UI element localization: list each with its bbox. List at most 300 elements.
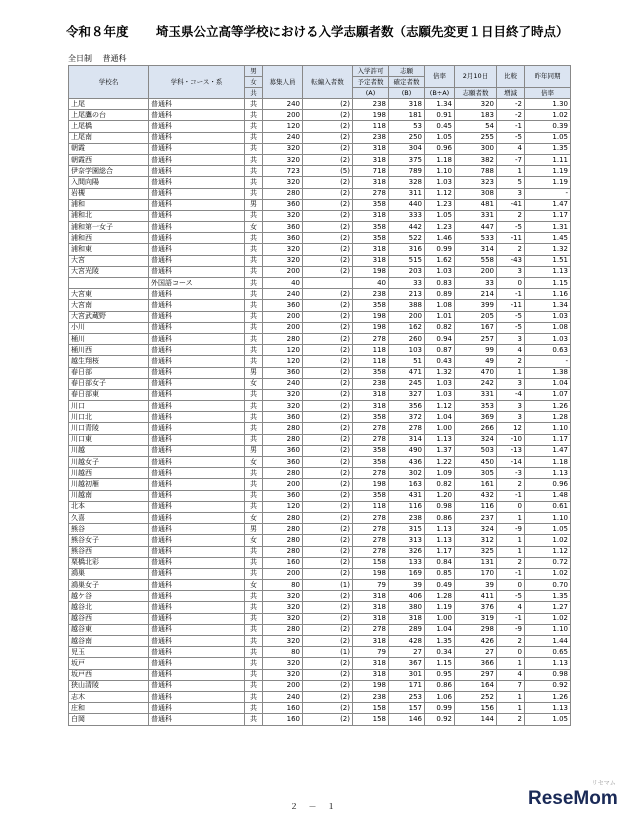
header-lastyear-2: 倍率 xyxy=(525,88,571,99)
cell-ratio: 1.23 xyxy=(425,199,455,210)
cell-feb: 325 xyxy=(455,546,497,557)
cell-tr: (2) xyxy=(303,535,353,546)
cell-a: 278 xyxy=(353,546,389,557)
cell-cap: 360 xyxy=(263,300,303,311)
cell-diff: 0 xyxy=(497,278,525,289)
cell-b: 169 xyxy=(389,568,425,579)
table-row xyxy=(69,546,571,557)
cell-school: 大宮武蔵野 xyxy=(69,311,149,322)
cell-g: 共 xyxy=(245,703,263,714)
cell-dept: 普通科 xyxy=(149,636,245,647)
cell-ratio: 1.34 xyxy=(425,99,455,110)
cell-diff: 0 xyxy=(497,647,525,658)
cell-tr: (2) xyxy=(303,512,353,523)
cell-last: 1.10 xyxy=(525,423,571,434)
cell-feb: 33 xyxy=(455,278,497,289)
cell-g: 共 xyxy=(245,401,263,412)
cell-ratio: 0.95 xyxy=(425,669,455,680)
cell-a: 318 xyxy=(353,154,389,165)
header-school: 学校名 xyxy=(69,66,149,99)
table-row xyxy=(69,457,571,468)
cell-tr: (2) xyxy=(303,691,353,702)
cell-school: 浦和北 xyxy=(69,210,149,221)
cell-cap: 80 xyxy=(263,580,303,591)
cell-dept: 普通科 xyxy=(149,266,245,277)
cell-school: 浦和 xyxy=(69,199,149,210)
cell-ratio: 1.03 xyxy=(425,177,455,188)
cell-diff: -4 xyxy=(497,389,525,400)
table-row xyxy=(69,266,571,277)
cell-feb: 257 xyxy=(455,333,497,344)
cell-a: 278 xyxy=(353,423,389,434)
cell-school: 熊谷西 xyxy=(69,546,149,557)
cell-last: 1.19 xyxy=(525,177,571,188)
cell-diff: -11 xyxy=(497,300,525,311)
cell-g: 共 xyxy=(245,244,263,255)
cell-dept: 普通科 xyxy=(149,658,245,669)
header-planned-1: 入学許可 xyxy=(353,66,389,77)
table-row xyxy=(69,703,571,714)
cell-diff: -2 xyxy=(497,99,525,110)
cell-dept: 普通科 xyxy=(149,199,245,210)
cell-cap: 160 xyxy=(263,703,303,714)
cell-dept: 普通科 xyxy=(149,479,245,490)
cell-feb: 131 xyxy=(455,557,497,568)
cell-ratio: 0.82 xyxy=(425,479,455,490)
cell-last: 1.34 xyxy=(525,300,571,311)
cell-a: 318 xyxy=(353,636,389,647)
cell-tr: (2) xyxy=(303,143,353,154)
cell-cap: 320 xyxy=(263,669,303,680)
table-row xyxy=(69,602,571,613)
cell-feb: 432 xyxy=(455,490,497,501)
cell-cap: 120 xyxy=(263,501,303,512)
cell-a: 318 xyxy=(353,389,389,400)
cell-g: 共 xyxy=(245,434,263,445)
cell-g: 共 xyxy=(245,602,263,613)
cell-cap: 280 xyxy=(263,624,303,635)
cell-diff: 2 xyxy=(497,244,525,255)
cell-a: 198 xyxy=(353,479,389,490)
cell-feb: 533 xyxy=(455,233,497,244)
cell-ratio: 0.98 xyxy=(425,501,455,512)
table-row xyxy=(69,233,571,244)
cell-tr: (2) xyxy=(303,401,353,412)
cell-cap: 360 xyxy=(263,222,303,233)
cell-b: 490 xyxy=(389,445,425,456)
table-row xyxy=(69,154,571,165)
cell-dept: 普通科 xyxy=(149,166,245,177)
cell-dept: 普通科 xyxy=(149,255,245,266)
cell-diff: -11 xyxy=(497,233,525,244)
cell-feb: 312 xyxy=(455,535,497,546)
cell-dept: 普通科 xyxy=(149,613,245,624)
logo-text: ReseMom xyxy=(528,788,618,809)
cell-g: 共 xyxy=(245,311,263,322)
cell-cap: 280 xyxy=(263,423,303,434)
cell-b: 328 xyxy=(389,177,425,188)
cell-b: 406 xyxy=(389,591,425,602)
cell-b: 289 xyxy=(389,624,425,635)
cell-dept: 普通科 xyxy=(149,154,245,165)
cell-last: 1.17 xyxy=(525,210,571,221)
cell-dept: 普通科 xyxy=(149,546,245,557)
cell-ratio: 1.13 xyxy=(425,535,455,546)
resemom-logo xyxy=(528,781,618,810)
cell-cap: 240 xyxy=(263,378,303,389)
cell-a: 318 xyxy=(353,177,389,188)
cell-cap: 200 xyxy=(263,311,303,322)
cell-dept: 普通科 xyxy=(149,121,245,132)
cell-g: 共 xyxy=(245,132,263,143)
header-diff-2: 増減 xyxy=(497,88,525,99)
table-row xyxy=(69,311,571,322)
cell-b: 380 xyxy=(389,602,425,613)
cell-b: 133 xyxy=(389,557,425,568)
table-row xyxy=(69,479,571,490)
header-capacity: 募集人員 xyxy=(263,66,303,99)
cell-b: 428 xyxy=(389,636,425,647)
cell-a: 278 xyxy=(353,524,389,535)
cell-feb: 170 xyxy=(455,568,497,579)
cell-tr: (2) xyxy=(303,423,353,434)
table-row xyxy=(69,624,571,635)
cell-last: 1.47 xyxy=(525,199,571,210)
cell-a: 158 xyxy=(353,703,389,714)
cell-ratio: 0.96 xyxy=(425,143,455,154)
cell-diff: 1 xyxy=(497,658,525,669)
cell-a: 318 xyxy=(353,210,389,221)
table-row xyxy=(69,199,571,210)
cell-tr: (2) xyxy=(303,333,353,344)
cell-ratio: 1.17 xyxy=(425,546,455,557)
cell-ratio: 1.46 xyxy=(425,233,455,244)
cell-feb: 450 xyxy=(455,457,497,468)
header-feb10-1: 2月10日 xyxy=(455,66,497,88)
cell-b: 238 xyxy=(389,512,425,523)
cell-diff: -13 xyxy=(497,445,525,456)
cell-dept: 普通科 xyxy=(149,322,245,333)
header-lastyear-1: 昨年同期 xyxy=(525,66,571,88)
cell-diff: -43 xyxy=(497,255,525,266)
cell-b: 39 xyxy=(389,580,425,591)
cell-tr: (2) xyxy=(303,680,353,691)
cell-diff: 4 xyxy=(497,345,525,356)
cell-last: 1.19 xyxy=(525,166,571,177)
cell-diff: 3 xyxy=(497,188,525,199)
cell-ratio: 1.20 xyxy=(425,490,455,501)
cell-tr: (5) xyxy=(303,166,353,177)
cell-a: 158 xyxy=(353,714,389,725)
header-planned-2: 予定者数 xyxy=(353,77,389,88)
cell-last: 1.44 xyxy=(525,636,571,647)
cell-g: 共 xyxy=(245,546,263,557)
table-row xyxy=(69,356,571,367)
table-row xyxy=(69,143,571,154)
cell-diff: 2 xyxy=(497,479,525,490)
cell-feb: 266 xyxy=(455,423,497,434)
cell-a: 198 xyxy=(353,110,389,121)
cell-diff: 2 xyxy=(497,636,525,647)
cell-school: 川越女子 xyxy=(69,457,149,468)
cell-a: 358 xyxy=(353,412,389,423)
cell-a: 238 xyxy=(353,132,389,143)
cell-ratio: 0.86 xyxy=(425,680,455,691)
table-row xyxy=(69,445,571,456)
cell-tr: (2) xyxy=(303,244,353,255)
cell-school: 川越 xyxy=(69,445,149,456)
cell-a: 358 xyxy=(353,457,389,468)
cell-ratio: 1.32 xyxy=(425,367,455,378)
cell-last: - xyxy=(525,188,571,199)
cell-ratio: 0.34 xyxy=(425,647,455,658)
cell-a: 40 xyxy=(353,278,389,289)
cell-b: 181 xyxy=(389,110,425,121)
cell-ratio: 1.28 xyxy=(425,591,455,602)
cell-dept: 普通科 xyxy=(149,557,245,568)
header-applicants-3: (B) xyxy=(389,88,425,99)
cell-b: 522 xyxy=(389,233,425,244)
table-row xyxy=(69,691,571,702)
cell-diff: 3 xyxy=(497,401,525,412)
cell-ratio: 1.03 xyxy=(425,378,455,389)
cell-b: 327 xyxy=(389,389,425,400)
cell-dept: 普通科 xyxy=(149,132,245,143)
cell-a: 278 xyxy=(353,468,389,479)
cell-school: 鴻巣女子 xyxy=(69,580,149,591)
cell-ratio: 1.10 xyxy=(425,166,455,177)
cell-diff: 3 xyxy=(497,266,525,277)
cell-cap: 360 xyxy=(263,233,303,244)
header-dept: 学科・コース・系 xyxy=(149,66,245,99)
cell-diff: 1 xyxy=(497,512,525,523)
cell-diff: -5 xyxy=(497,222,525,233)
table-body xyxy=(69,99,571,726)
cell-tr: (2) xyxy=(303,602,353,613)
cell-school: 狭山清陵 xyxy=(69,680,149,691)
cell-g: 共 xyxy=(245,468,263,479)
cell-school xyxy=(69,278,149,289)
cell-b: 103 xyxy=(389,345,425,356)
cell-ratio: 0.82 xyxy=(425,322,455,333)
logo-tag: リセマム xyxy=(591,781,616,787)
cell-last: 1.31 xyxy=(525,222,571,233)
cell-school: 小川 xyxy=(69,322,149,333)
cell-diff: 1 xyxy=(497,546,525,557)
cell-b: 163 xyxy=(389,479,425,490)
cell-dept: 普通科 xyxy=(149,680,245,691)
cell-feb: 411 xyxy=(455,591,497,602)
cell-cap: 280 xyxy=(263,535,303,546)
cell-diff: -1 xyxy=(497,613,525,624)
cell-cap: 320 xyxy=(263,154,303,165)
cell-feb: 503 xyxy=(455,445,497,456)
cell-cap: 280 xyxy=(263,434,303,445)
cell-b: 200 xyxy=(389,311,425,322)
cell-feb: 308 xyxy=(455,188,497,199)
table-header xyxy=(69,66,571,99)
cell-last: 1.13 xyxy=(525,468,571,479)
cell-b: 356 xyxy=(389,401,425,412)
cell-ratio: 0.85 xyxy=(425,568,455,579)
cell-g: 男 xyxy=(245,367,263,378)
cell-last: 1.47 xyxy=(525,445,571,456)
header-feb10-2: 志願者数 xyxy=(455,88,497,99)
cell-g: 共 xyxy=(245,423,263,434)
cell-last: 0.72 xyxy=(525,557,571,568)
table-row xyxy=(69,557,571,568)
cell-school: 久喜 xyxy=(69,512,149,523)
cell-feb: 99 xyxy=(455,345,497,356)
cell-school: 大宮南 xyxy=(69,300,149,311)
cell-a: 318 xyxy=(353,613,389,624)
cell-cap: 320 xyxy=(263,613,303,624)
cell-tr: (2) xyxy=(303,412,353,423)
cell-a: 79 xyxy=(353,647,389,658)
cell-cap: 280 xyxy=(263,546,303,557)
cell-a: 238 xyxy=(353,378,389,389)
cell-last: 0.39 xyxy=(525,121,571,132)
cell-feb: 788 xyxy=(455,166,497,177)
cell-ratio: 0.89 xyxy=(425,289,455,300)
table-row xyxy=(69,132,571,143)
cell-diff: 1 xyxy=(497,166,525,177)
cell-g: 共 xyxy=(245,121,263,132)
cell-g: 共 xyxy=(245,300,263,311)
cell-g: 女 xyxy=(245,457,263,468)
cell-cap: 320 xyxy=(263,177,303,188)
cell-tr: (2) xyxy=(303,222,353,233)
cell-diff: -1 xyxy=(497,289,525,300)
cell-g: 共 xyxy=(245,188,263,199)
cell-last: 0.65 xyxy=(525,647,571,658)
cell-dept: 普通科 xyxy=(149,289,245,300)
cell-feb: 242 xyxy=(455,378,497,389)
table-row xyxy=(69,412,571,423)
cell-ratio: 1.19 xyxy=(425,602,455,613)
cell-last: 1.10 xyxy=(525,624,571,635)
cell-g: 共 xyxy=(245,647,263,658)
cell-dept: 普通科 xyxy=(149,378,245,389)
cell-dept: 普通科 xyxy=(149,580,245,591)
cell-last: 0.70 xyxy=(525,580,571,591)
cell-cap: 320 xyxy=(263,591,303,602)
cell-tr: (2) xyxy=(303,524,353,535)
cell-ratio: 0.83 xyxy=(425,278,455,289)
cell-cap: 120 xyxy=(263,345,303,356)
cell-diff: 4 xyxy=(497,143,525,154)
cell-ratio: 1.23 xyxy=(425,222,455,233)
header-diff-1: 比較 xyxy=(497,66,525,88)
cell-feb: 200 xyxy=(455,266,497,277)
cell-school: 栗橋北彩 xyxy=(69,557,149,568)
cell-b: 203 xyxy=(389,266,425,277)
cell-school: 庄和 xyxy=(69,703,149,714)
cell-g: 女 xyxy=(245,222,263,233)
table-row xyxy=(69,613,571,624)
cell-tr: (2) xyxy=(303,322,353,333)
cell-diff: -1 xyxy=(497,490,525,501)
cell-ratio: 1.04 xyxy=(425,412,455,423)
cell-g: 共 xyxy=(245,557,263,568)
cell-a: 318 xyxy=(353,401,389,412)
cell-tr: (2) xyxy=(303,389,353,400)
cell-dept: 普通科 xyxy=(149,445,245,456)
cell-school: 入間向陽 xyxy=(69,177,149,188)
cell-b: 442 xyxy=(389,222,425,233)
cell-dept: 普通科 xyxy=(149,434,245,445)
header-ratio-2: (B÷A) xyxy=(425,88,455,99)
cell-ratio: 1.06 xyxy=(425,691,455,702)
cell-tr: (2) xyxy=(303,591,353,602)
cell-feb: 324 xyxy=(455,434,497,445)
cell-cap: 200 xyxy=(263,680,303,691)
cell-feb: 319 xyxy=(455,613,497,624)
cell-tr: (2) xyxy=(303,457,353,468)
cell-school: 大宮東 xyxy=(69,289,149,300)
cell-cap: 320 xyxy=(263,636,303,647)
table-row xyxy=(69,401,571,412)
cell-diff: -5 xyxy=(497,132,525,143)
cell-b: 431 xyxy=(389,490,425,501)
table-row xyxy=(69,647,571,658)
cell-feb: 323 xyxy=(455,177,497,188)
cell-last: 1.04 xyxy=(525,378,571,389)
cell-school: 川口 xyxy=(69,401,149,412)
cell-diff: 2 xyxy=(497,356,525,367)
cell-last: 1.02 xyxy=(525,568,571,579)
cell-b: 53 xyxy=(389,121,425,132)
cell-a: 278 xyxy=(353,535,389,546)
cell-g: 共 xyxy=(245,266,263,277)
cell-g: 共 xyxy=(245,110,263,121)
cell-diff: 4 xyxy=(497,602,525,613)
cell-cap: 723 xyxy=(263,166,303,177)
cell-last: 1.08 xyxy=(525,322,571,333)
table-row xyxy=(69,289,571,300)
cell-school: 浦和第一女子 xyxy=(69,222,149,233)
cell-ratio: 1.03 xyxy=(425,389,455,400)
cell-school: 越谷東 xyxy=(69,624,149,635)
table-row xyxy=(69,278,571,289)
cell-a: 358 xyxy=(353,233,389,244)
cell-dept: 普通科 xyxy=(149,602,245,613)
cell-diff: -41 xyxy=(497,199,525,210)
table-row xyxy=(69,680,571,691)
cell-cap: 320 xyxy=(263,255,303,266)
cell-tr xyxy=(303,278,353,289)
table-row xyxy=(69,188,571,199)
cell-ratio: 1.13 xyxy=(425,524,455,535)
table-row xyxy=(69,468,571,479)
cell-tr: (2) xyxy=(303,367,353,378)
cell-feb: 331 xyxy=(455,210,497,221)
cell-a: 118 xyxy=(353,345,389,356)
cell-g: 共 xyxy=(245,278,263,289)
cell-ratio: 0.43 xyxy=(425,356,455,367)
cell-tr: (2) xyxy=(303,311,353,322)
cell-cap: 360 xyxy=(263,490,303,501)
cell-g: 共 xyxy=(245,322,263,333)
cell-dept: 普通科 xyxy=(149,222,245,233)
table-row xyxy=(69,580,571,591)
cell-tr: (2) xyxy=(303,121,353,132)
cell-tr: (2) xyxy=(303,703,353,714)
applicants-table xyxy=(68,65,571,726)
cell-g: 共 xyxy=(245,412,263,423)
cell-g: 共 xyxy=(245,501,263,512)
cell-dept: 普通科 xyxy=(149,691,245,702)
